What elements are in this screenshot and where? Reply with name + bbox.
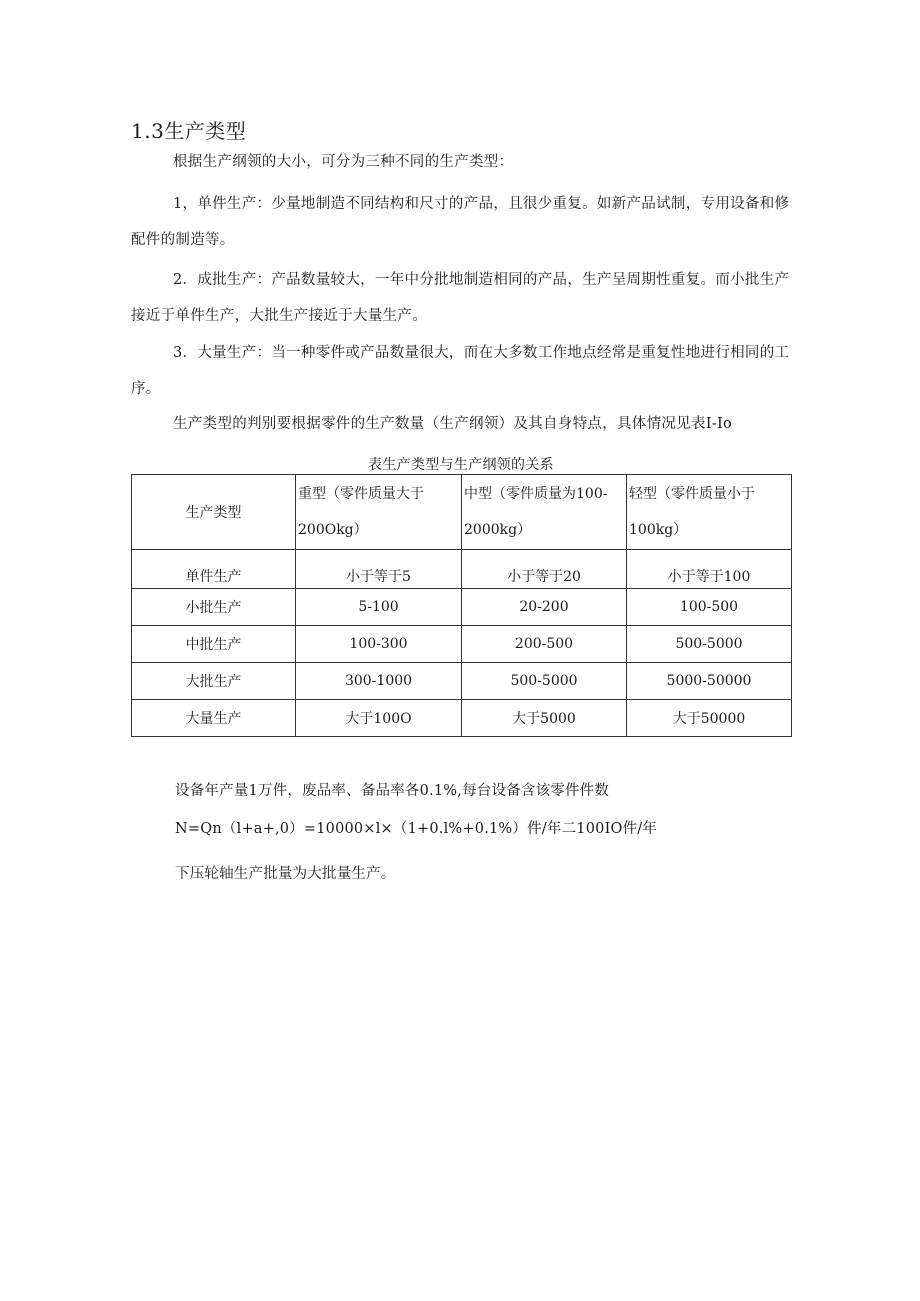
row-type: 大批生产 bbox=[132, 663, 296, 700]
cell-medium: 20-200 bbox=[462, 589, 627, 626]
cell-heavy: 大于100O bbox=[296, 700, 462, 737]
calculation-formula: N=Qn（l+a+,0）=10000×l×（1+0.l%+0.1%）件/年二100IO件/年 bbox=[175, 821, 658, 837]
cell-light: 大于50000 bbox=[627, 700, 792, 737]
table-row bbox=[132, 663, 792, 700]
table-header-row bbox=[132, 475, 792, 550]
cell-medium: 500-5000 bbox=[462, 663, 627, 700]
table-row bbox=[132, 550, 792, 589]
cell-heavy: 300-1000 bbox=[296, 663, 462, 700]
table-row bbox=[132, 626, 792, 663]
calculation-premise: 设备年产量1万件，废品率、备品率各0.1%,每台设备含该零件件数 bbox=[175, 783, 610, 799]
section-heading: 1.3生产类型 bbox=[131, 119, 247, 143]
batch-production-paragraph: 2．成批生产：产品数量较大，一年中分批地制造相同的产品，生产呈周期性重复。而小批生产接近于单件生产，大批生产接近于大量生产。 bbox=[131, 272, 790, 324]
header-production-type: 生产类型 bbox=[132, 475, 296, 550]
row-type: 小批生产 bbox=[132, 589, 296, 626]
intro-paragraph: 根据生产纲领的大小，可分为三种不同的生产类型： bbox=[173, 154, 514, 170]
header-light: 轻型（零件质量小于100kg） bbox=[627, 475, 792, 550]
table-row bbox=[132, 589, 792, 626]
row-type: 单件生产 bbox=[132, 550, 296, 589]
production-type-table bbox=[131, 474, 792, 737]
table-caption: 表生产类型与生产纲领的关系 bbox=[368, 457, 554, 473]
row-type: 大量生产 bbox=[132, 700, 296, 737]
cell-light: 小于等于100 bbox=[627, 550, 792, 589]
cell-light: 500-5000 bbox=[627, 626, 792, 663]
mass-production-paragraph: 3．大量生产：当一种零件或产品数量很大，而在大多数工作地点经常是重复性地进行相同的工序。 bbox=[131, 345, 790, 397]
cell-medium: 200-500 bbox=[462, 626, 627, 663]
cell-light: 100-500 bbox=[627, 589, 792, 626]
calculation-conclusion: 下压轮轴生产批量为大批量生产。 bbox=[175, 866, 396, 882]
header-medium: 中型（零件质量为100-2000kg） bbox=[462, 475, 627, 550]
header-heavy: 重型（零件质量大于200Okg） bbox=[296, 475, 462, 550]
cell-light: 5000-50000 bbox=[627, 663, 792, 700]
cell-heavy: 小于等于5 bbox=[296, 550, 462, 589]
table-row bbox=[132, 700, 792, 737]
cell-medium: 大于5000 bbox=[462, 700, 627, 737]
classification-paragraph: 生产类型的判别要根据零件的生产数量（生产纲领）及其自身特点，具体情况见表I-Io bbox=[173, 416, 733, 432]
row-type: 中批生产 bbox=[132, 626, 296, 663]
cell-heavy: 5-100 bbox=[296, 589, 462, 626]
single-production-paragraph: 1，单件生产：少量地制造不同结构和尺寸的产品，且很少重复。如新产品试制，专用设备和修配件的制造等。 bbox=[131, 196, 790, 248]
cell-heavy: 100-300 bbox=[296, 626, 462, 663]
cell-medium: 小于等于20 bbox=[462, 550, 627, 589]
